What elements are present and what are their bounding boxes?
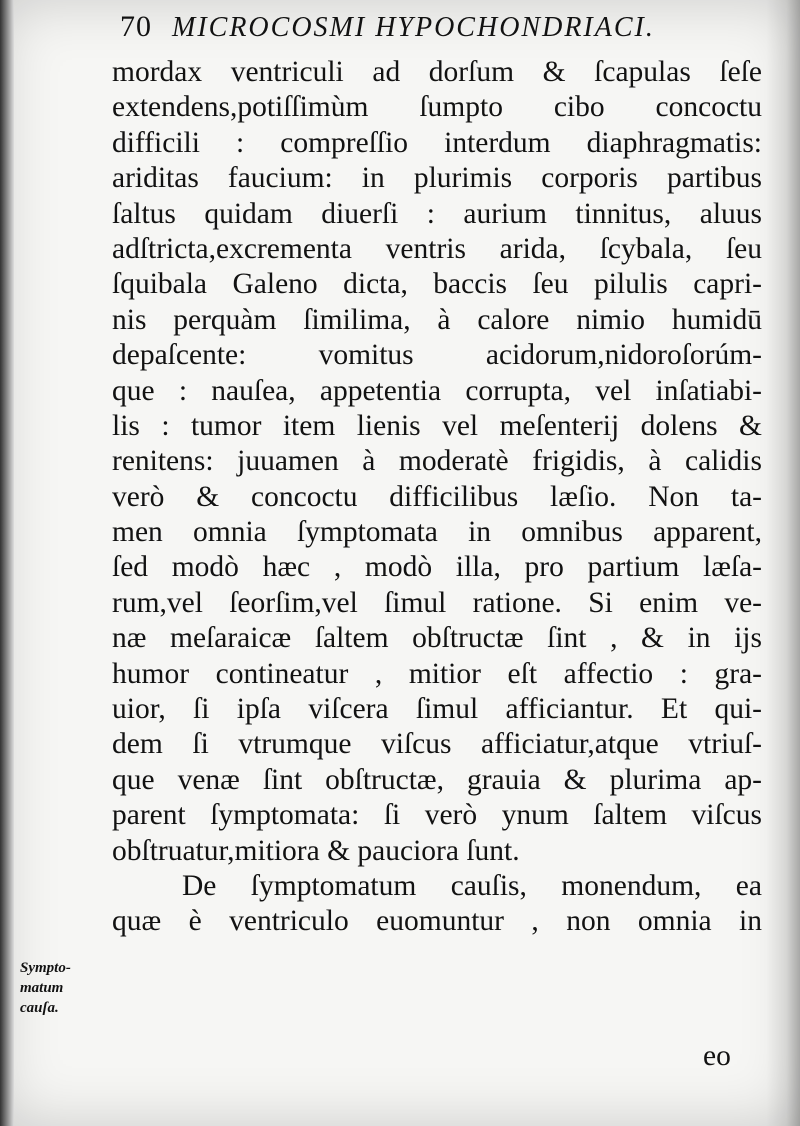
text-line: depaſcente: vomitus acidorum,nidoroſorúm- xyxy=(112,339,762,372)
text-line: obſtruatur,mitiora & pauciora ſunt. xyxy=(112,834,520,867)
text-line: adſtricta,excrementa ventris arida, ſcybala, ſeu xyxy=(112,232,762,265)
page-gutter-shadow xyxy=(0,0,14,1126)
marginal-note-line: Sympto- xyxy=(20,960,71,976)
text-line: humor contineatur , mitior eſt affectio : gra- xyxy=(112,657,762,690)
text-line: De ſymptomatum cauſis, monendum, ea xyxy=(182,869,762,902)
text-line: næ meſaraicæ ſaltem obſtructæ ſint , & in ijs xyxy=(112,622,762,655)
text-line: parent ſymptomata: ſi verò ynum ſaltem viſcus xyxy=(112,799,762,832)
page-edge-shadow xyxy=(766,0,800,1126)
text-line: dem ſi vtrumque viſcus afficiatur,atque vtriuſ- xyxy=(112,728,762,761)
text-line: nis perquàm ſimilima, à calore nimio humidū xyxy=(112,303,762,336)
body-text xyxy=(112,55,762,940)
text-line: ſaltus quidam diuerſi : aurium tinnitus, aluus xyxy=(112,197,762,230)
text-line: ariditas faucium: in plurimis corporis partibus xyxy=(112,162,762,195)
marginal-note xyxy=(20,958,110,1018)
text-line: que : nauſea, appetentia corrupta, vel inſatiabi- xyxy=(112,374,762,407)
running-head: MICROCOSMI HYPOCHONDRIACI. xyxy=(172,12,655,43)
text-line: difficili : compreſſio interdum diaphragmatis: xyxy=(112,126,762,159)
text-line: lis : tumor item lienis vel meſenterij dolens & xyxy=(112,409,762,442)
marginal-note-line: cauſa. xyxy=(20,1000,59,1016)
catchword: eo xyxy=(703,1040,731,1072)
text-line: que venæ ſint obſtructæ, grauia & plurima ap- xyxy=(112,763,762,796)
text-line: uior, ſi ipſa viſcera ſimul afficiantur. Et qui- xyxy=(112,693,762,726)
text-line: ſed modò hæc , modò illa, pro partium læſa- xyxy=(112,551,762,584)
page-header xyxy=(120,10,770,56)
text-line: rum,vel ſeorſim,vel ſimul ratione. Si enim ve- xyxy=(112,586,762,619)
text-line: verò & concoctu difficilibus læſio. Non ta- xyxy=(112,480,762,513)
text-line: ſquibala Galeno dicta, baccis ſeu pilulis capri- xyxy=(112,268,762,301)
text-line: extendens,potiſſimùm ſumpto cibo concoctu xyxy=(112,91,762,124)
text-line: renitens: juuamen à moderatè frigidis, à calidis xyxy=(112,445,762,478)
marginal-note-line: matum xyxy=(20,980,64,996)
page-number: 70 xyxy=(120,10,152,43)
text-line: mordax ventriculi ad dorſum & ſcapulas ſeſe xyxy=(112,56,762,88)
text-line: men omnia ſymptomata in omnibus apparent, xyxy=(112,516,762,549)
text-line: quæ è ventriculo euomuntur , non omnia in xyxy=(112,905,762,938)
